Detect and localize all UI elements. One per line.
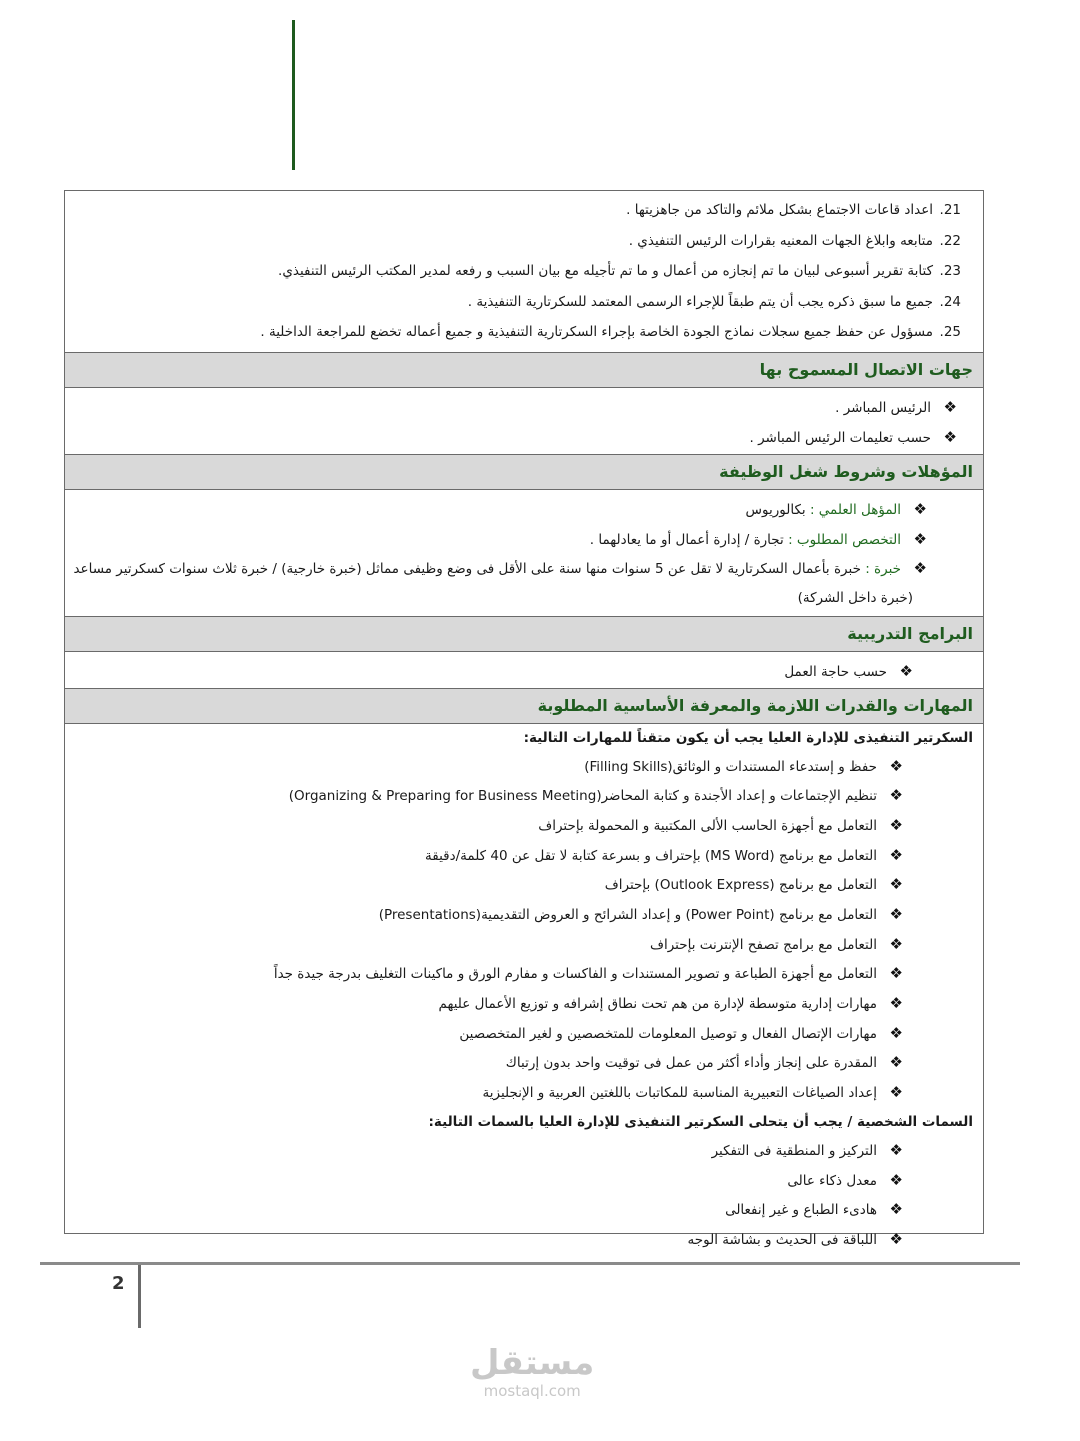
list-item: ❖التعامل مع برنامج (Outlook Express) بإحتراف [65, 870, 983, 900]
diamond-bullet-icon: ❖ [889, 1230, 903, 1249]
job-description-table [64, 190, 984, 1249]
list-item: ❖تنظيم الإجتماعات و إعداد الأجندة و كتابة المحاضر(Organizing & Preparing for Business Meeting) [65, 781, 983, 811]
diamond-bullet-icon: ❖ [913, 558, 927, 577]
list-item: ❖حسب تعليمات الرئيس المباشر . [65, 422, 971, 452]
list-item: 24.جميع ما سبق ذكره يجب أن يتم طبقاً للإجراء الرسمى المعتمد للسكرتارية التنفيذية . [467, 293, 961, 310]
diamond-bullet-icon: ❖ [889, 756, 903, 775]
training-section-title: البرامج التدريبية [65, 616, 983, 652]
watermark-arabic: مستقل [470, 1343, 595, 1383]
header-divider [292, 20, 295, 170]
list-item: ❖معدل ذكاء عالى [65, 1166, 983, 1196]
watermark-logo [470, 1344, 594, 1400]
list-item: ❖إعداد الصياغات التعبيرية المناسبة للمكاتبات باللغتين العربية و الإنجليزية [65, 1078, 983, 1108]
list-item: ❖مهارات إدارية متوسطة لإدارة من هم تحت نطاق إشرافه و توزيع الأعمال عليهم [65, 989, 983, 1019]
contacts-list [65, 388, 983, 454]
list-item: ❖التعامل مع أجهزة الحاسب الألى المكتبية و المحمولة بإحتراف [65, 811, 983, 841]
list-item: ❖الرئيس المباشر . [65, 392, 971, 422]
diamond-bullet-icon: ❖ [889, 875, 903, 894]
diamond-bullet-icon: ❖ [889, 904, 903, 923]
traits-intro: السمات الشخصية / يجب أن يتحلى السكرتير التنفيذى للإدارة العليا بالسمات التالية: [428, 1113, 973, 1130]
page-number: 2 [112, 1273, 125, 1294]
list-item: ❖التعامل مع برامج تصفح الإنترنت بإحتراف [65, 930, 983, 960]
diamond-bullet-icon: ❖ [913, 529, 927, 548]
list-item: 23.كتابة تقرير أسبوعى لبيان ما تم إنجازه من أعمال و ما تم تأجيله مع بيان السبب و رفعه لمدير المكتب الرئيس التنفيذي. [278, 263, 961, 279]
list-item: ❖التعامل مع أجهزة الطباعة و تصوير المستندات و الفاكسات و مفارم الورق و ماكينات التغليف بدرجة جيدة جداً [65, 959, 983, 989]
list-item: ❖اللباقة فى الحديث و بشاشة الوجه [65, 1225, 983, 1255]
diamond-bullet-icon: ❖ [889, 1083, 903, 1102]
diamond-bullet-icon: ❖ [889, 1053, 903, 1072]
specialty-item: ❖التخصص المطلوب : تجارة / إدارة أعمال أو ما يعادلهما . [65, 524, 941, 554]
diamond-bullet-icon: ❖ [889, 994, 903, 1012]
duties-list [65, 191, 983, 352]
list-item: ❖حفظ و إستدعاء المستندات و الوثائق(Filling Skills) [65, 752, 983, 782]
skills-list [65, 752, 983, 1108]
qualifications-section-title: المؤهلات وشروط شغل الوظيفة [65, 454, 983, 490]
list-item: ❖التعامل مع برنامج (MS Word) بإحتراف و بسرعة كتابة لا تقل عن 40 كلمة/دقيقة [65, 841, 983, 871]
skills-section-title: المهارات والقدرات اللازمة والمعرفة الأساسية المطلوبة [65, 688, 983, 724]
footer-vertical-divider [138, 1265, 141, 1328]
diamond-bullet-icon: ❖ [889, 1170, 903, 1189]
degree-item: ❖المؤهل العلمي : بكالوريوس [65, 494, 941, 524]
list-item: ❖مهارات الإتصال الفعال و توصيل المعلومات للمتخصصين و لغير المتخصصين [65, 1019, 983, 1049]
diamond-bullet-icon: ❖ [889, 964, 903, 983]
diamond-bullet-icon: ❖ [889, 786, 903, 805]
diamond-bullet-icon: ❖ [889, 1023, 903, 1042]
diamond-bullet-icon: ❖ [889, 1140, 903, 1159]
diamond-bullet-icon: ❖ [943, 427, 957, 446]
list-item: 25.مسؤول عن حفظ جميع سجلات نماذج الجودة الخاصة بإجراء السكرتارية التنفيذية و جميع أعماله تخضع للمراجعة الداخلية . [260, 324, 961, 340]
diamond-bullet-icon: ❖ [889, 1200, 903, 1219]
diamond-bullet-icon: ❖ [889, 815, 903, 834]
training-list [65, 652, 983, 688]
list-item: ❖حسب حاجة العمل [65, 656, 927, 686]
diamond-bullet-icon: ❖ [889, 934, 903, 953]
diamond-bullet-icon: ❖ [943, 397, 957, 416]
list-item: ❖التركيز و المنطقية فى التفكير [65, 1136, 983, 1166]
list-item: ❖التعامل مع برنامج (Power Point) و إعداد الشرائح و العروض التقديمية(Presentations) [65, 900, 983, 930]
list-item: ❖هادىء الطباع و غير إنفعالى [65, 1195, 983, 1225]
list-item: 22.متابعه وابلاغ الجهات المعنيه بقرارات الرئيس التنفيذي . [628, 232, 961, 249]
diamond-bullet-icon: ❖ [913, 499, 927, 518]
list-item: ❖المقدرة على إنجاز وأداء أكثر من عمل فى توقيت واحد بدون إرتباك [65, 1048, 983, 1078]
footer-divider [40, 1262, 1020, 1265]
list-item: 21.اعداد قاعات الاجتماع بشكل ملائم والتاكد من جاهزيتها . [626, 202, 961, 218]
experience-item: ❖خبرة : خبرة بأعمال السكرتارية لا تقل عن 5 سنوات منها سنة على الأقل فى وضع وظيفى مماثل (خبرة خارجية) / خبرة ثلاث سنوات كسكرتير مساعد (خبرة داخل الشركة) [65, 554, 941, 614]
skills-intro: السكرتير التنفيذى للإدارة العليا يجب أن يكون متقناً للمهارات التالية: [523, 729, 973, 746]
qualifications-list [65, 490, 983, 616]
diamond-bullet-icon: ❖ [889, 845, 903, 864]
traits-list [65, 1136, 983, 1255]
contacts-section-title: جهات الاتصال المسموح بها [65, 352, 983, 388]
watermark-latin: mostaql.com [483, 1382, 581, 1400]
diamond-bullet-icon: ❖ [899, 661, 913, 680]
